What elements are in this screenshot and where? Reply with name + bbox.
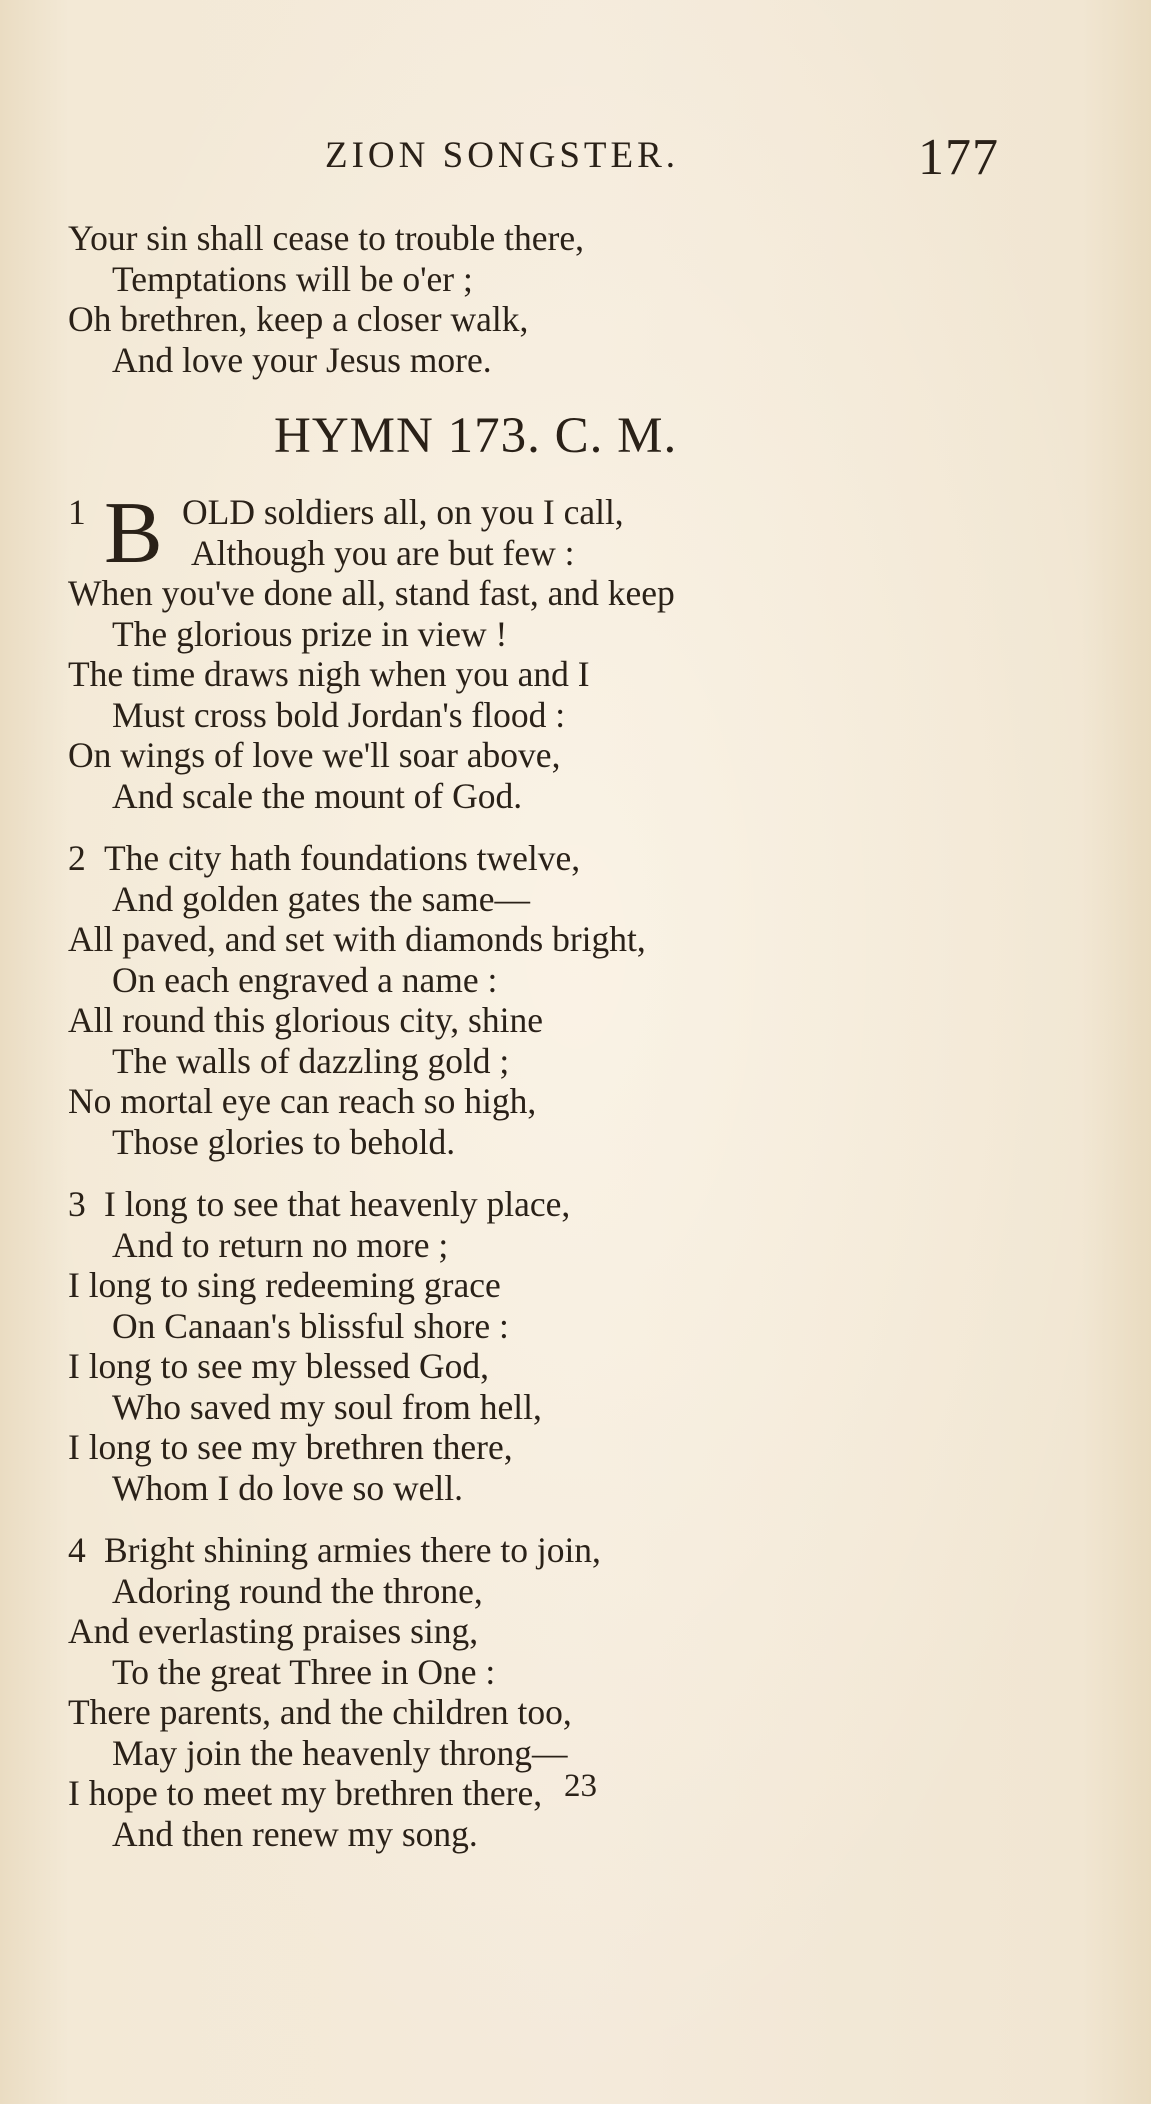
verse-line: No mortal eye can reach so high, — [68, 1081, 537, 1121]
verse-line: Temptations will be o'er ; — [112, 258, 473, 299]
verse-text: OLD soldiers all, on you I call, — [182, 492, 624, 532]
stanza-1 — [68, 485, 1078, 816]
verse-line: Who saved my soul from hell, — [112, 1386, 542, 1427]
verse-line: I long to see my blessed God, — [68, 1346, 490, 1386]
verse-line: On each engraved a name : — [112, 959, 498, 1000]
verse-line: On wings of love we'll soar above, — [68, 735, 561, 775]
verse-line: Whom I do love so well. — [112, 1467, 463, 1508]
verse-line: Oh brethren, keep a closer walk, — [68, 299, 529, 339]
verse-text: The city hath foundations twelve, — [104, 838, 581, 878]
verse-line: All paved, and set with diamonds bright, — [68, 919, 646, 959]
verse-line: And to return no more ; — [112, 1224, 449, 1265]
verse-line: I long to see my brethren there, — [68, 1427, 513, 1467]
verse-line — [68, 492, 1078, 533]
verse-line: Adoring round the throne, — [112, 1570, 483, 1611]
page-number: 177 — [918, 129, 999, 186]
verse-line: On Canaan's blissful shore : — [112, 1305, 509, 1346]
verse-line: To the great Three in One : — [112, 1651, 496, 1692]
verse-line: Your sin shall cease to trouble there, — [68, 218, 584, 258]
signature-mark: 23 — [564, 1768, 597, 1804]
verse-line: I long to sing redeeming grace — [68, 1265, 501, 1305]
stanza-number: 4 — [68, 1530, 86, 1570]
verse-line: The time draws nigh when you and I — [68, 654, 590, 694]
verse-line: Must cross bold Jordan's flood : — [112, 694, 566, 735]
hymn-title: HYMN 173. C. M. — [274, 408, 678, 464]
verse-line: I hope to meet my brethren there, — [68, 1773, 543, 1813]
verse-line: The walls of dazzling gold ; — [112, 1040, 510, 1081]
drop-cap: B — [104, 485, 163, 582]
verse-line — [68, 838, 1078, 879]
verse-text: Bright shining armies there to join, — [104, 1530, 601, 1570]
verse-line: When you've done all, stand fast, and keep — [68, 573, 675, 613]
stanza-4 — [68, 1530, 1078, 1854]
verse-line: And everlasting praises sing, — [68, 1611, 479, 1651]
verse-line: And golden gates the same— — [112, 878, 531, 919]
stanza-number: 2 — [68, 838, 86, 878]
verse-line: And scale the mount of God. — [112, 775, 523, 816]
verse-text: I long to see that heavenly place, — [104, 1184, 571, 1224]
stanza-3 — [68, 1184, 1078, 1508]
verse-line: The glorious prize in view ! — [112, 613, 508, 654]
verse-line: There parents, and the children too, — [68, 1692, 572, 1732]
verse-line — [68, 1530, 1078, 1571]
verse-line: All round this glorious city, shine — [68, 1000, 543, 1040]
page-header — [0, 128, 1151, 188]
verse-line: May join the heavenly throng— — [112, 1732, 568, 1773]
verse-line: And love your Jesus more. — [112, 339, 492, 380]
verse-line: Although you are but few : — [191, 532, 575, 573]
verse-line: And then renew my song. — [112, 1813, 478, 1854]
verse-line — [68, 1184, 1078, 1225]
stanza-number: 3 — [68, 1184, 86, 1224]
running-head: ZION SONGSTER. — [325, 135, 680, 176]
text-block — [68, 218, 1078, 1876]
previous-hymn-stanza — [68, 218, 1078, 380]
stanza-2 — [68, 838, 1078, 1162]
verse-line: Those glories to behold. — [112, 1121, 456, 1162]
stanza-number: 1 — [68, 492, 86, 532]
